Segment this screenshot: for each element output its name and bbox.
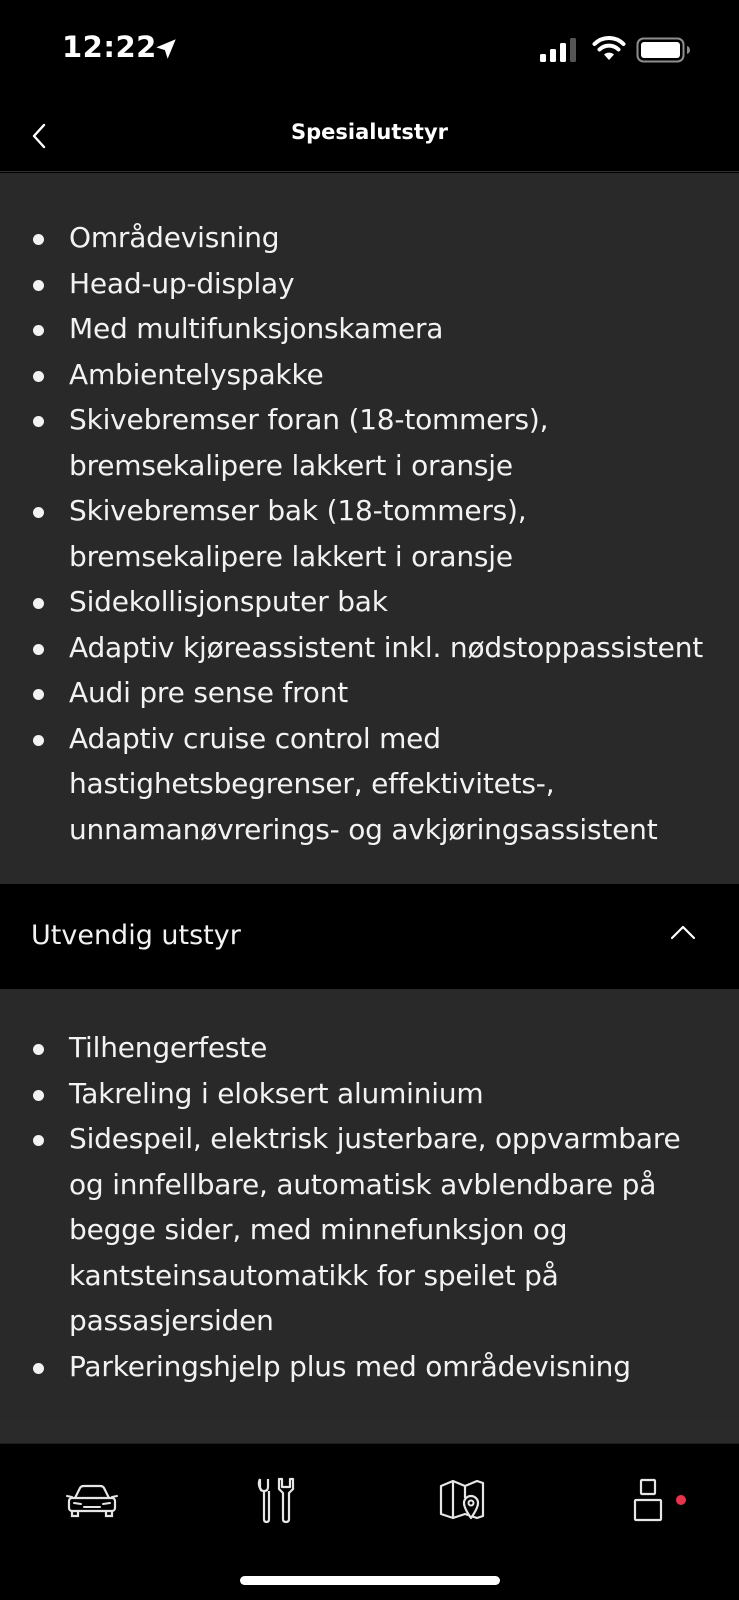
profile-icon	[628, 1477, 668, 1523]
list-item: Parkeringshjelp plus med områdevisning	[0, 1344, 739, 1390]
tab-bar	[0, 1443, 739, 1600]
status-bar	[0, 0, 739, 100]
wrench-icon	[254, 1475, 298, 1525]
equipment-list	[0, 215, 739, 852]
list-item: Takreling i eloksert aluminium	[0, 1071, 739, 1117]
page-title: Spesialutstyr	[290, 120, 449, 144]
cellular-signal-icon	[540, 38, 580, 62]
list-item: Adaptiv cruise control med hastighetsbegrenser, effektivitets-, unnamanøvrerings- og avkjøringsassistent	[0, 716, 739, 853]
list-item: Audi pre sense front	[0, 670, 739, 716]
list-item: Områdevisning	[0, 215, 739, 261]
wifi-icon	[592, 36, 626, 62]
list-item: Sidekollisjonsputer bak	[0, 579, 739, 625]
status-time: 12:22	[62, 30, 157, 64]
map-icon	[438, 1478, 486, 1522]
content-scroll[interactable]	[0, 173, 739, 1443]
list-item: Ambientelyspakke	[0, 352, 739, 398]
exterior-list	[0, 1025, 739, 1389]
home-indicator[interactable]	[240, 1576, 500, 1585]
list-item: Adaptiv kjøreassistent inkl. nødstoppassistent	[0, 625, 739, 671]
equipment-list-panel	[0, 173, 739, 884]
nav-header	[0, 100, 739, 172]
list-item: Skivebremser bak (18-tommers), bremsekalipere lakkert i oransje	[0, 488, 739, 579]
list-item: Tilhengerfeste	[0, 1025, 739, 1071]
tab-profile[interactable]	[618, 1472, 678, 1528]
tab-map[interactable]	[432, 1472, 492, 1528]
exterior-list-panel	[0, 989, 739, 1421]
list-item: Sidespeil, elektrisk justerbare, oppvarmbare og innfellbare, automatisk avblendbare på begge sider, med minnefunksjon og kantsteinsautomatikk for speilet på passasjersiden	[0, 1116, 739, 1344]
notification-dot	[676, 1495, 686, 1505]
list-item: Head-up-display	[0, 261, 739, 307]
location-arrow-icon	[153, 36, 179, 62]
list-item: Skivebremser foran (18-tommers), bremsekalipere lakkert i oransje	[0, 397, 739, 488]
section-title: Utvendig utstyr	[31, 920, 241, 951]
list-item: Med multifunksjonskamera	[0, 306, 739, 352]
battery-icon	[636, 37, 692, 63]
tab-service[interactable]	[246, 1472, 306, 1528]
section-header-exterior[interactable]	[0, 884, 739, 989]
tab-vehicle[interactable]	[62, 1472, 122, 1528]
car-icon	[66, 1480, 118, 1520]
chevron-up-icon	[669, 922, 697, 944]
